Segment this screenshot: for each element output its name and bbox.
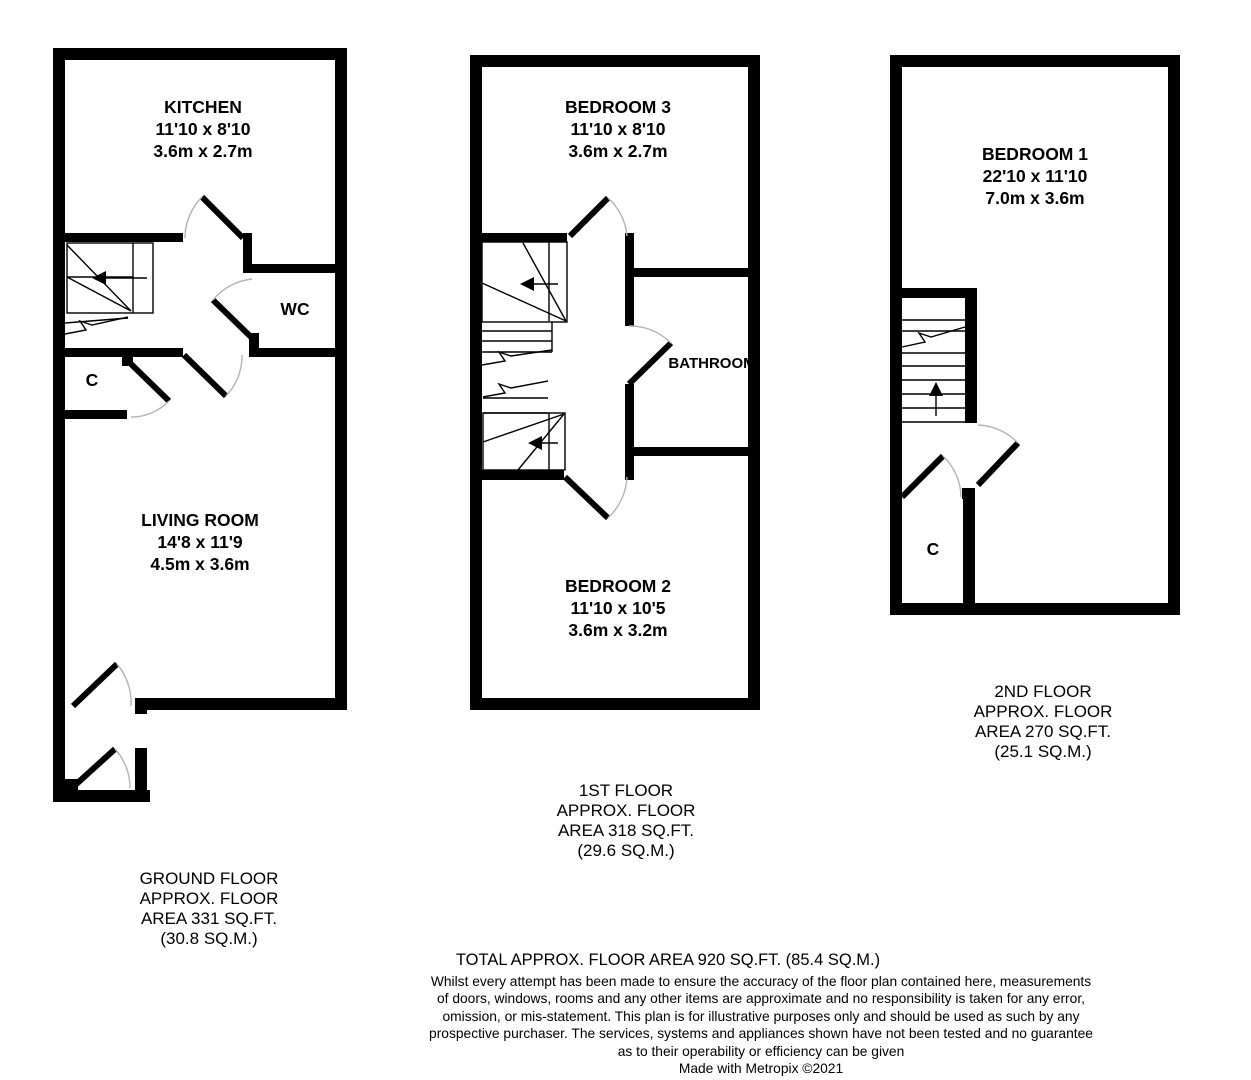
first-staircase — [482, 242, 567, 470]
second-floor-plan — [890, 55, 1180, 615]
bathroom-label: BATHROOM — [668, 355, 756, 372]
room-size-imperial: 14'8 x 11'9 — [157, 532, 243, 552]
room-size-imperial: 11'10 x 10'5 — [570, 598, 666, 618]
first-stair-arrow-upper — [520, 277, 534, 291]
second-floor-doors — [902, 425, 1018, 497]
ground-floor-caption: GROUND FLOOR APPROX. FLOOR AREA 331 SQ.FT. (30.8 SQ.M.) — [139, 869, 279, 948]
kitchen-door — [202, 197, 243, 238]
metropix-credit: Made with Metropix ©2021 — [678, 1061, 844, 1077]
room-size-metric: 7.0m x 3.6m — [985, 188, 1085, 208]
room-name: BEDROOM 3 — [565, 97, 671, 117]
second-closet-label: C — [926, 539, 940, 559]
room-name: BEDROOM 1 — [982, 144, 1088, 164]
bedroom3-label — [518, 96, 718, 162]
living-room-label — [100, 509, 300, 575]
bedroom2-label — [518, 575, 718, 641]
room-name: LIVING ROOM — [141, 510, 259, 530]
room-size-imperial: 11'10 x 8'10 — [155, 119, 251, 139]
room-size-imperial: 11'10 x 8'10 — [570, 119, 666, 139]
second-floor-walls — [890, 55, 1180, 615]
ground-staircase — [65, 243, 153, 334]
porch-inner-door — [73, 664, 117, 706]
room-name: BEDROOM 2 — [565, 576, 671, 596]
total-floor-area: TOTAL APPROX. FLOOR AREA 920 SQ.FT. (85.4 SQ.M.) — [455, 951, 881, 969]
room-size-imperial: 22'10 x 11'10 — [982, 166, 1088, 186]
first-floor-caption: 1ST FLOOR APPROX. FLOOR AREA 318 SQ.FT. (29.6 SQ.M.) — [556, 781, 696, 860]
ground-closet-label: C — [85, 370, 99, 390]
bedroom1-door — [978, 443, 1018, 485]
room-size-metric: 3.6m x 2.7m — [568, 141, 668, 161]
bedroom1-label — [935, 143, 1135, 209]
bedroom3-door — [570, 198, 608, 236]
closet-door — [131, 364, 169, 401]
disclaimer-text: Whilst every attempt has been made to ensure the accuracy of the floor plan contained here, measurements of doors, windows, rooms and any other items are approximate and no responsibility is taken for any error, omission, or mis-statement. This plan is for illustrative purposes only and should be used as such by any prospective purchaser. The services, systems and appliances shown have not been tested and no guarantee as to their operability or efficiency can be given Made with Metropix ©2021 — [408, 973, 1114, 1077]
room-size-metric: 3.6m x 2.7m — [153, 141, 253, 161]
second-closet-door — [902, 456, 943, 497]
second-stair-direction-arrow — [929, 382, 943, 396]
first-stair-arrow-lower — [528, 436, 542, 450]
room-size-metric: 4.5m x 3.6m — [150, 554, 250, 574]
kitchen-label — [103, 96, 303, 162]
entrance-door — [72, 749, 115, 788]
room-size-metric: 3.6m x 3.2m — [568, 620, 668, 640]
bedroom2-door — [565, 477, 608, 518]
second-floor-caption: 2ND FLOOR APPROX. FLOOR AREA 270 SQ.FT. (25.1 SQ.M.) — [973, 682, 1113, 761]
wc-label: WC — [280, 299, 310, 319]
wc-door — [213, 300, 252, 338]
living-room-door — [184, 355, 226, 396]
second-staircase — [902, 320, 965, 422]
room-name: KITCHEN — [164, 97, 242, 117]
